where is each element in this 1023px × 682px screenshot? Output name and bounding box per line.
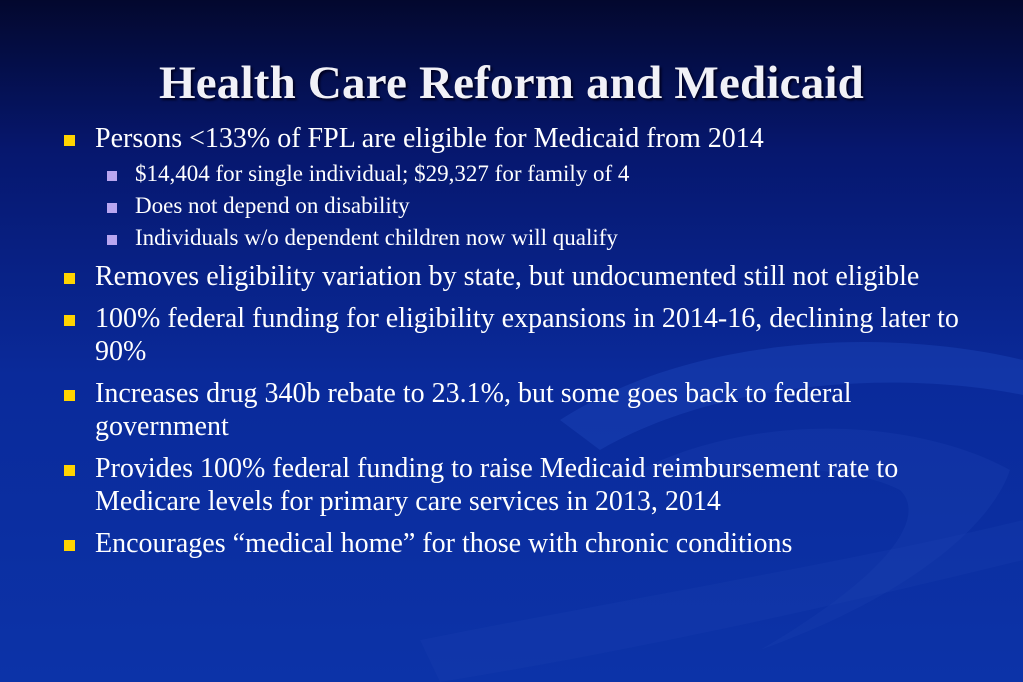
square-sub-bullet-icon <box>107 171 117 181</box>
sub-bullet-item <box>62 224 982 252</box>
square-bullet-icon <box>64 540 75 551</box>
bullet-text: Increases drug 340b rebate to 23.1%, but some goes back to federal government <box>95 378 852 442</box>
square-sub-bullet-icon <box>107 235 117 245</box>
bullet-item <box>62 452 982 518</box>
bullet-text: Persons <133% of FPL are eligible for Medicaid from 2014 <box>95 123 764 154</box>
sub-bullet-text: Does not depend on disability <box>135 193 410 218</box>
square-bullet-icon <box>64 390 75 401</box>
bullet-item <box>62 122 982 155</box>
bullet-text: Removes eligibility variation by state, but undocumented still not eligible <box>95 261 920 292</box>
bullet-item <box>62 302 982 368</box>
square-bullet-icon <box>64 273 75 284</box>
sub-bullet-item <box>62 192 982 220</box>
slide-title: Health Care Reform and Medicaid <box>158 57 864 109</box>
bullet-item <box>62 527 982 560</box>
sub-bullet-item <box>62 160 982 188</box>
bullet-text: Provides 100% federal funding to raise Medicaid reimbursement rate to Medicare levels for primary care services in 2013, 2014 <box>95 453 899 517</box>
square-bullet-icon <box>64 465 75 476</box>
sub-bullet-text: Individuals w/o dependent children now will qualify <box>135 225 618 250</box>
bullet-list <box>62 122 982 569</box>
sub-bullet-list <box>62 160 982 252</box>
bullet-item <box>62 260 982 293</box>
bullet-item <box>62 377 982 443</box>
sub-bullet-text: $14,404 for single individual; $29,327 for family of 4 <box>135 161 630 186</box>
bullet-text: Encourages “medical home” for those with chronic conditions <box>95 528 793 559</box>
square-sub-bullet-icon <box>107 203 117 213</box>
bullet-text: 100% federal funding for eligibility expansions in 2014-16, declining later to 90% <box>95 303 959 367</box>
square-bullet-icon <box>64 315 75 326</box>
square-bullet-icon <box>64 135 75 146</box>
